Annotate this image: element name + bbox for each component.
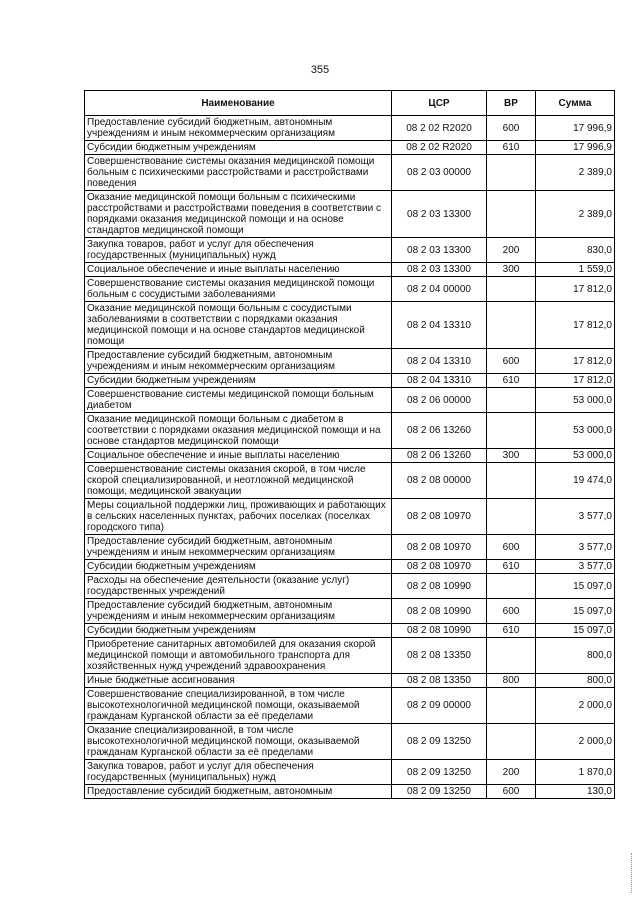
cell-name: Субсидии бюджетным учреждениям	[85, 624, 392, 638]
cell-vr: 300	[487, 449, 536, 463]
cell-csr: 08 2 04 13310	[392, 302, 487, 349]
cell-vr	[487, 155, 536, 191]
table-row	[85, 374, 615, 388]
cell-vr: 600	[487, 599, 536, 624]
cell-vr	[487, 499, 536, 535]
table-row	[85, 263, 615, 277]
cell-name: Расходы на обеспечение деятельности (оказание услуг) государственных учреждений	[85, 574, 392, 599]
cell-name: Совершенствование системы оказания медицинской помощи больным с сосудистыми заболеваниями	[85, 277, 392, 302]
cell-vr	[487, 388, 536, 413]
cell-name: Предоставление субсидий бюджетным, автономным учреждениям и иным некоммерческим организациям	[85, 116, 392, 141]
cell-vr	[487, 724, 536, 760]
cell-name: Социальное обеспечение и иные выплаты населению	[85, 449, 392, 463]
table-row	[85, 302, 615, 349]
cell-sum: 17 812,0	[536, 374, 615, 388]
cell-csr: 08 2 06 00000	[392, 388, 487, 413]
cell-csr: 08 2 08 10970	[392, 560, 487, 574]
cell-sum: 800,0	[536, 674, 615, 688]
table-row	[85, 349, 615, 374]
table-row	[85, 535, 615, 560]
cell-vr	[487, 302, 536, 349]
page-edge-mark	[631, 853, 634, 893]
cell-name: Субсидии бюджетным учреждениям	[85, 560, 392, 574]
cell-csr: 08 2 09 13250	[392, 760, 487, 785]
table-row	[85, 688, 615, 724]
cell-csr: 08 2 03 13300	[392, 263, 487, 277]
cell-csr: 08 2 04 13310	[392, 374, 487, 388]
table-row	[85, 413, 615, 449]
cell-sum: 2 389,0	[536, 155, 615, 191]
cell-vr: 610	[487, 374, 536, 388]
cell-sum: 17 996,9	[536, 116, 615, 141]
cell-vr: 200	[487, 238, 536, 263]
cell-csr: 08 2 04 13310	[392, 349, 487, 374]
table-row	[85, 724, 615, 760]
table-body	[85, 116, 615, 799]
cell-sum: 2 000,0	[536, 688, 615, 724]
column-header-vr: ВР	[487, 91, 536, 116]
cell-sum: 130,0	[536, 785, 615, 799]
cell-name: Предоставление субсидий бюджетным, автономным учреждениям и иным некоммерческим организациям	[85, 599, 392, 624]
cell-csr: 08 2 08 10990	[392, 574, 487, 599]
cell-name: Субсидии бюджетным учреждениям	[85, 374, 392, 388]
cell-name: Закупка товаров, работ и услуг для обеспечения государственных (муниципальных) нужд	[85, 760, 392, 785]
budget-table	[84, 90, 615, 799]
cell-vr	[487, 574, 536, 599]
cell-name: Оказание медицинской помощи больным с диабетом в соответствии с порядками оказания медицинской помощи и на основе стандартов медицинской помощи	[85, 413, 392, 449]
cell-sum: 800,0	[536, 638, 615, 674]
cell-name: Предоставление субсидий бюджетным, автономным	[85, 785, 392, 799]
column-header-sum: Сумма	[536, 91, 615, 116]
table-row	[85, 574, 615, 599]
table-row	[85, 599, 615, 624]
cell-csr: 08 2 08 13350	[392, 674, 487, 688]
cell-name: Совершенствование специализированной, в том числе высокотехнологичной медицинской помощи, оказываемой гражданам Курганской области за её пределами	[85, 688, 392, 724]
cell-csr: 08 2 09 13250	[392, 724, 487, 760]
table-row	[85, 155, 615, 191]
table-header-row	[85, 91, 615, 116]
cell-csr: 08 2 08 10990	[392, 624, 487, 638]
cell-vr	[487, 413, 536, 449]
table-row	[85, 191, 615, 238]
cell-vr	[487, 638, 536, 674]
cell-name: Предоставление субсидий бюджетным, автономным учреждениям и иным некоммерческим организациям	[85, 535, 392, 560]
cell-sum: 17 812,0	[536, 277, 615, 302]
cell-name: Социальное обеспечение и иные выплаты населению	[85, 263, 392, 277]
cell-sum: 17 812,0	[536, 349, 615, 374]
cell-csr: 08 2 02 R2020	[392, 116, 487, 141]
cell-name: Субсидии бюджетным учреждениям	[85, 141, 392, 155]
column-header-name: Наименование	[85, 91, 392, 116]
cell-sum: 1 559,0	[536, 263, 615, 277]
cell-sum: 2 389,0	[536, 191, 615, 238]
cell-vr: 300	[487, 263, 536, 277]
cell-vr: 600	[487, 116, 536, 141]
table-row	[85, 674, 615, 688]
table-row	[85, 760, 615, 785]
table-row	[85, 238, 615, 263]
cell-csr: 08 2 08 00000	[392, 463, 487, 499]
cell-vr: 800	[487, 674, 536, 688]
cell-vr: 600	[487, 535, 536, 560]
cell-sum: 53 000,0	[536, 413, 615, 449]
cell-csr: 08 2 08 13350	[392, 638, 487, 674]
table-row	[85, 624, 615, 638]
cell-sum: 15 097,0	[536, 624, 615, 638]
cell-vr: 600	[487, 785, 536, 799]
table-row	[85, 785, 615, 799]
cell-sum: 830,0	[536, 238, 615, 263]
cell-name: Совершенствование системы медицинской помощи больным диабетом	[85, 388, 392, 413]
cell-sum: 15 097,0	[536, 574, 615, 599]
cell-csr: 08 2 06 13260	[392, 413, 487, 449]
cell-name: Закупка товаров, работ и услуг для обеспечения государственных (муниципальных) нужд	[85, 238, 392, 263]
cell-vr: 610	[487, 560, 536, 574]
cell-sum: 19 474,0	[536, 463, 615, 499]
cell-vr: 200	[487, 760, 536, 785]
table-row	[85, 388, 615, 413]
cell-name: Приобретение санитарных автомобилей для оказания скорой медицинской помощи и автомобильного транспорта для хозяйственных нужд учреждений здравоохранения	[85, 638, 392, 674]
cell-vr	[487, 463, 536, 499]
cell-vr	[487, 191, 536, 238]
cell-name: Совершенствование системы оказания медицинской помощи больным с психическими расстройствами и расстройствами поведения	[85, 155, 392, 191]
table-row	[85, 499, 615, 535]
cell-name: Оказание медицинской помощи больным с сосудистыми заболеваниями в соответствии с порядками оказания медицинской помощи и на основе стандартов медицинской помощи	[85, 302, 392, 349]
cell-csr: 08 2 09 13250	[392, 785, 487, 799]
cell-csr: 08 2 08 10990	[392, 599, 487, 624]
table-row	[85, 116, 615, 141]
cell-name: Оказание специализированной, в том числе высокотехнологичной медицинской помощи, оказываемой гражданам Курганской области за её пределами	[85, 724, 392, 760]
cell-sum: 2 000,0	[536, 724, 615, 760]
table-row	[85, 638, 615, 674]
table-row	[85, 141, 615, 155]
cell-sum: 17 812,0	[536, 302, 615, 349]
cell-sum: 3 577,0	[536, 499, 615, 535]
cell-csr: 08 2 02 R2020	[392, 141, 487, 155]
cell-sum: 3 577,0	[536, 535, 615, 560]
page-number: 355	[310, 64, 330, 76]
cell-csr: 08 2 03 00000	[392, 155, 487, 191]
cell-csr: 08 2 09 00000	[392, 688, 487, 724]
table-row	[85, 463, 615, 499]
cell-name: Предоставление субсидий бюджетным, автономным учреждениям и иным некоммерческим организациям	[85, 349, 392, 374]
cell-vr	[487, 688, 536, 724]
cell-name: Совершенствование системы оказания скорой, в том числе скорой специализированной, и неотложной медицинской помощи, медицинской эвакуации	[85, 463, 392, 499]
cell-csr: 08 2 06 13260	[392, 449, 487, 463]
cell-sum: 17 996,9	[536, 141, 615, 155]
cell-vr	[487, 277, 536, 302]
cell-sum: 53 000,0	[536, 388, 615, 413]
cell-name: Иные бюджетные ассигнования	[85, 674, 392, 688]
column-header-csr: ЦСР	[392, 91, 487, 116]
cell-csr: 08 2 08 10970	[392, 499, 487, 535]
cell-csr: 08 2 04 00000	[392, 277, 487, 302]
cell-csr: 08 2 08 10970	[392, 535, 487, 560]
cell-name: Оказание медицинской помощи больным с психическими расстройствами и расстройствами поведения в соответствии с порядками оказания медицинской помощи и на основе стандартов медицинской помощи	[85, 191, 392, 238]
cell-sum: 3 577,0	[536, 560, 615, 574]
cell-vr: 610	[487, 141, 536, 155]
cell-sum: 53 000,0	[536, 449, 615, 463]
table-row	[85, 277, 615, 302]
table-row	[85, 449, 615, 463]
cell-csr: 08 2 03 13300	[392, 191, 487, 238]
cell-name: Меры социальной поддержки лиц, проживающих и работающих в сельских населенных пунктах, рабочих поселках (поселках городского типа)	[85, 499, 392, 535]
table-row	[85, 560, 615, 574]
cell-csr: 08 2 03 13300	[392, 238, 487, 263]
cell-vr: 600	[487, 349, 536, 374]
cell-vr: 610	[487, 624, 536, 638]
cell-sum: 15 097,0	[536, 599, 615, 624]
cell-sum: 1 870,0	[536, 760, 615, 785]
